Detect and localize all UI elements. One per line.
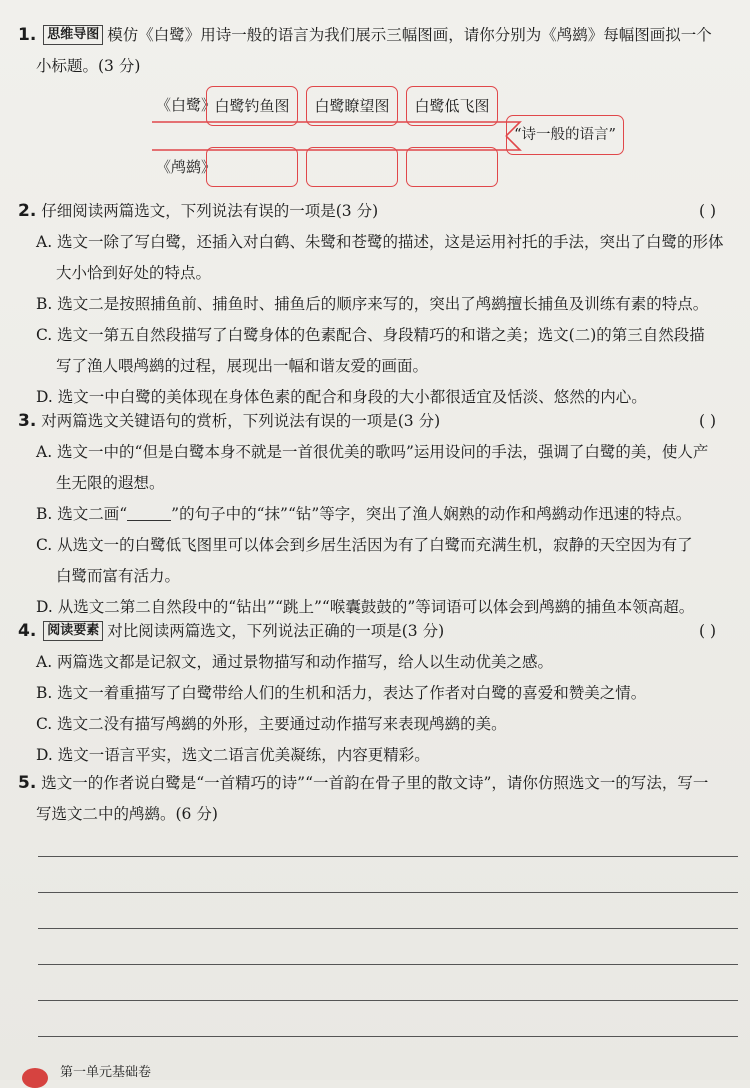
- option-a: [18, 227, 732, 289]
- question-stem: 模仿《白鹭》用诗一般的语言为我们展示三幅图画，请你分别为《鸬鹚》每幅图画拟一个: [107, 26, 712, 44]
- option-text: B. 选文二是按照捕鱼前、捕鱼时、捕鱼后的顺序来写的，突出了鸬鹚擅长捕鱼及训练有素的特点。: [36, 295, 709, 313]
- question-number: 3.: [18, 411, 37, 431]
- answer-box-3[interactable]: [406, 147, 498, 187]
- box-fishing: 白鹭钓鱼图: [206, 86, 298, 126]
- option-text: D. 选文一中白鹭的美体现在身体色素的配合和身段的大小都很适宜及恬淡、悠然的内心。: [36, 388, 647, 406]
- box-watching: 白鹭瞭望图: [306, 86, 398, 126]
- question-2: [18, 196, 732, 413]
- option-b: B. 选文一着重描写了白鹭带给人们的生机和活力，表达了作者对白鹭的喜爱和赞美之情。: [36, 684, 647, 702]
- option-c: [18, 530, 732, 592]
- answer-line[interactable]: [38, 892, 738, 893]
- question-stem: 选文一的作者说白鹭是“一首精巧的诗”“一首韵在骨子里的散文诗”，请你仿照选文一的写法，写一: [41, 774, 709, 792]
- question-stem-cont: 写选文二中的鸬鹚。(6 分): [36, 805, 218, 823]
- option-c: [18, 320, 732, 382]
- question-stem: 对两篇选文关键语句的赏析，下列说法有误的一项是(3 分): [41, 412, 441, 430]
- box-low-flying: 白鹭低飞图: [406, 86, 498, 126]
- answer-box-1[interactable]: [206, 147, 298, 187]
- option-b: [18, 499, 732, 530]
- option-a: A. 两篇选文都是记叙文，通过景物描写和动作描写，给人以生动优美之感。: [36, 653, 554, 671]
- option-d: D. 选文一语言平实，选文二语言优美凝练，内容更精彩。: [36, 746, 430, 764]
- label-luci: 《鸬鹚》: [156, 158, 217, 176]
- question-number: 1.: [18, 25, 37, 45]
- question-stem: 对比阅读两篇选文，下列说法正确的一项是(3 分): [107, 622, 445, 640]
- question-4: [18, 616, 732, 771]
- footer-text: 第一单元基础卷: [60, 1065, 152, 1080]
- option-text-cont: 写了渔人喂鸬鹚的过程，展现出一幅和谐友爱的画面。: [56, 357, 429, 375]
- option-text: C. 从选文一的白鹭低飞图里可以体会到乡居生活因为有了白鹭而充满生机，寂静的天空因为有了: [36, 536, 693, 554]
- option-a: [18, 437, 732, 499]
- label-bailu: 《白鹭》: [156, 96, 217, 114]
- reading-element-tag: 阅读要素: [43, 621, 103, 641]
- option-text: A. 选文一除了写白鹭，还插入对白鹤、朱鹭和苍鹭的描述，这是运用衬托的手法，突出了白鹭的形体: [36, 233, 724, 251]
- question-stem: 仔细阅读两篇选文，下列说法有误的一项是(3 分): [41, 202, 379, 220]
- option-text-cont: 大小恰到好处的特点。: [56, 264, 212, 282]
- poetic-language-box: “诗一般的语言”: [506, 115, 624, 155]
- page-number-badge: [22, 1068, 48, 1088]
- mind-map-tag: 思维导图: [43, 25, 103, 45]
- option-text: C. 选文一第五自然段描写了白鹭身体的色素配合、身段精巧的和谐之美；选文(二)的第三自然段描: [36, 326, 705, 344]
- option-c: C. 选文二没有描写鸬鹚的外形，主要通过动作描写来表现鸬鹚的美。: [36, 715, 507, 733]
- answer-line[interactable]: [38, 1036, 738, 1037]
- question-number: 5.: [18, 773, 37, 793]
- answer-paren[interactable]: ( ): [698, 622, 716, 640]
- answer-line[interactable]: [38, 964, 738, 965]
- question-1: [18, 20, 732, 82]
- question-stem-cont: 小标题。(3 分): [36, 57, 141, 75]
- option-text: B. 选文二画“: [36, 505, 128, 523]
- question-3: [18, 406, 732, 623]
- fill-blank[interactable]: [127, 502, 171, 521]
- option-text-cont: 白鹭而富有活力。: [56, 567, 181, 585]
- option-text: A. 选文一中的“但是白鹭本身不就是一首很优美的歌吗”运用设问的手法，强调了白鹭的美，使人产: [36, 443, 709, 461]
- question-number: 2.: [18, 201, 37, 221]
- answer-paren[interactable]: ( ): [698, 202, 716, 220]
- question-number: 4.: [18, 621, 37, 641]
- answer-line[interactable]: [38, 1000, 738, 1001]
- answer-line[interactable]: [38, 856, 738, 857]
- option-text: D. 从选文二第二自然段中的“钻出”“跳上”“喉囊鼓鼓的”等词语可以体会到鸬鹚的捕鱼本领高超。: [36, 598, 695, 616]
- option-b: [18, 289, 732, 320]
- answer-paren[interactable]: ( ): [698, 412, 716, 430]
- question-5: [18, 768, 732, 830]
- mind-map-diagram: [0, 84, 750, 194]
- option-text-cont: ”的句子中的“抹”“钻”等字，突出了渔人娴熟的动作和鸬鹚动作迅速的特点。: [171, 505, 692, 523]
- answer-line[interactable]: [38, 928, 738, 929]
- answer-box-2[interactable]: [306, 147, 398, 187]
- option-text-cont: 生无限的遐想。: [56, 474, 165, 492]
